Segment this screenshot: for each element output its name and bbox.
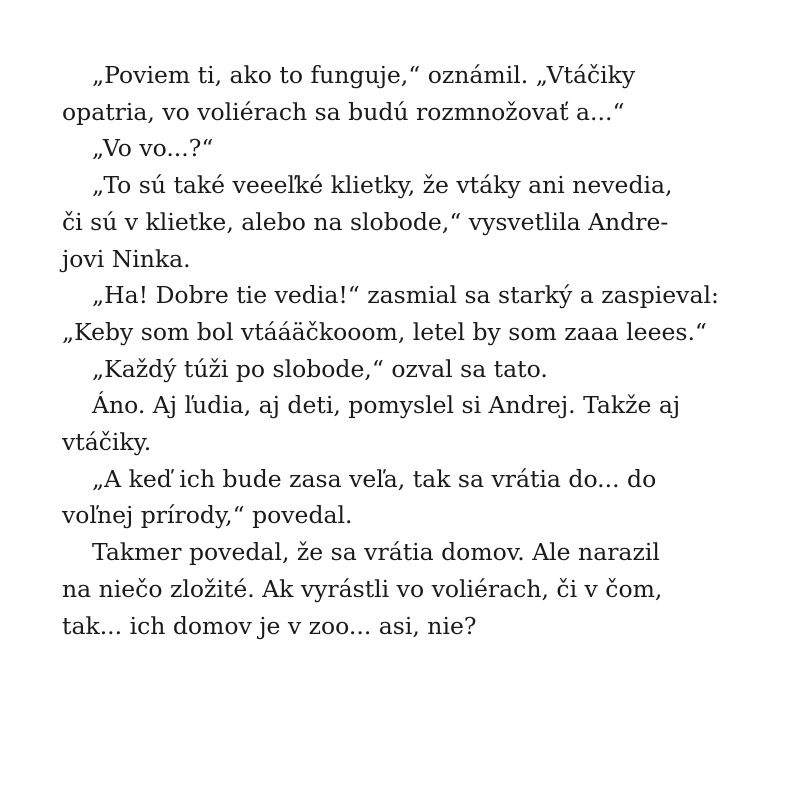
text-line: „A keď ich bude zasa veľa, tak sa vrátia do... do — [92, 464, 657, 493]
text-line: vtáčiky. — [62, 428, 152, 457]
text-line: „To sú také veeeľké klietky, že vtáky ani nevedia, — [92, 171, 673, 200]
text-line: „Keby som bol vtááäčkooom, letel by som zaaa leees.“ — [62, 317, 707, 346]
text-line: „Poviem ti, ako to funguje,“ oznámil. „Vtáčiky — [92, 61, 636, 89]
text-line: voľnej prírody,“ povedal. — [62, 501, 353, 530]
text-line: „Každý túži po slobode,“ ozval sa tato. — [92, 354, 548, 383]
text-line: Áno. Aj ľudia, aj deti, pomyslel si Andrej. Takže aj — [92, 391, 681, 420]
text-line: opatria, vo voliérach sa budú rozmnožovať a...“ — [62, 97, 625, 126]
text-line: či sú v klietke, alebo na slobode,“ vysvetlila Andre- — [62, 207, 669, 236]
text-line: Takmer povedal, že sa vrátia domov. Ale narazil — [92, 538, 660, 567]
text-line: „Ha! Dobre tie vedia!“ zasmial sa starký a zaspieval: — [92, 281, 719, 310]
text-line: „Vo vo...?“ — [92, 134, 214, 163]
text-line: jovi Ninka. — [62, 244, 191, 273]
text-line: na niečo zložité. Ak vyrástli vo voliérach, či v čom, — [62, 574, 663, 603]
text-line: tak... ich domov je v zoo... asi, nie? — [62, 611, 477, 640]
page-text — [62, 57, 752, 644]
